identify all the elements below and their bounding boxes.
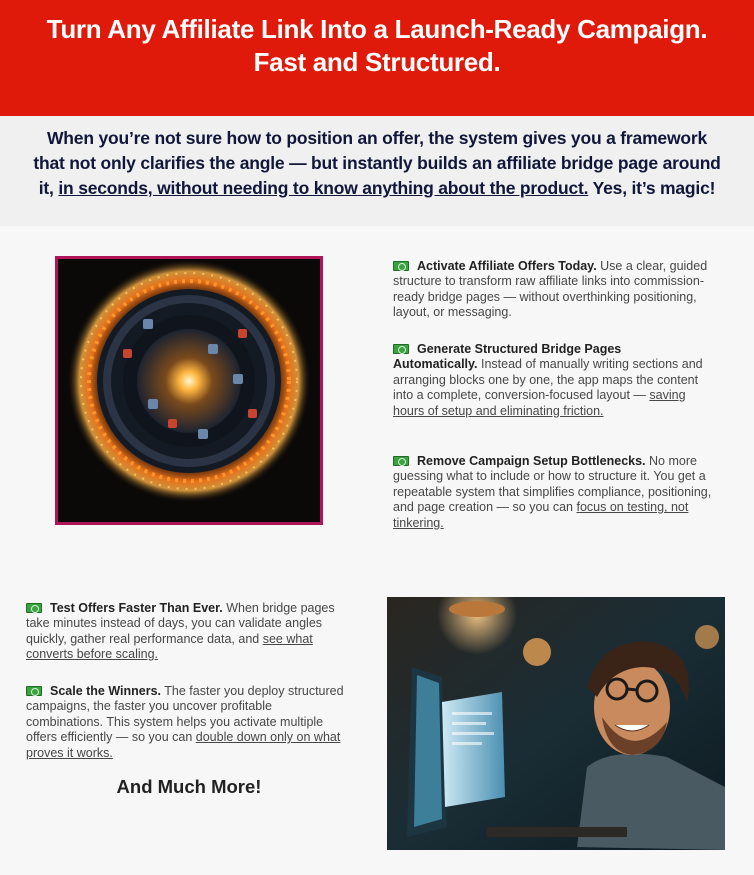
- hero-title: [0, 13, 754, 79]
- feature-activate-offers: [393, 259, 713, 321]
- feature-title: Remove Campaign Setup Bottlenecks.: [417, 454, 646, 468]
- intro-text-before: When you’re not sure how to position an offer, the system gives you a framework that not only clarifies the angle — but instantly builds an affiliate bridge page around it,: [33, 128, 721, 198]
- feature-title: Scale the Winners.: [50, 684, 162, 698]
- feature-scale-winners: [26, 684, 346, 761]
- feature-link[interactable]: focus on testing, not tinkering.: [393, 500, 689, 530]
- feature-link[interactable]: double down only on what proves it works.: [26, 730, 341, 760]
- feature-title: Generate Structured Bridge Pages Automatically.: [393, 342, 622, 372]
- feature-text: Use a clear, guided structure to transform raw affiliate links into commission-ready bridge pages — without overthinking positioning, layout, or messaging.: [393, 259, 708, 320]
- money-icon: [393, 261, 409, 271]
- cosmic-ring-image: [55, 256, 323, 525]
- hero-title-line2: Fast and Structured.: [253, 47, 501, 77]
- money-icon: [26, 686, 42, 696]
- feature-title: Test Offers Faster Than Ever.: [50, 601, 223, 615]
- intro-text-after: Yes, it’s magic!: [588, 178, 716, 198]
- man-at-computer-illustration: [387, 597, 725, 850]
- feature-link[interactable]: see what converts before scaling.: [26, 631, 313, 662]
- feature-text: Instead of manually writing sections and arranging blocks one by one, the app maps the content into a complete, conversion-focused layout —: [393, 357, 703, 403]
- intro-section: [0, 116, 754, 226]
- hero-title-line1: Turn Any Affiliate Link Into a Launch-Ready Campaign.: [46, 14, 708, 44]
- feature-test-offers: [26, 601, 348, 663]
- money-icon: [393, 344, 409, 354]
- man-at-computer-image: [387, 597, 725, 850]
- intro-link[interactable]: in seconds, without needing to know anything about the product.: [58, 178, 589, 198]
- and-much-more-heading: And Much More!: [116, 776, 262, 797]
- hero-banner: [0, 0, 754, 116]
- money-icon: [393, 456, 409, 466]
- feature-generate-pages: [393, 342, 703, 419]
- feature-title: Activate Affiliate Offers Today.: [417, 259, 597, 273]
- money-icon: [26, 603, 42, 613]
- feature-remove-bottlenecks: [393, 454, 715, 531]
- cosmic-ring-illustration: [58, 259, 320, 522]
- intro-text: [30, 126, 724, 201]
- feature-text: The faster you deploy structured campaigns, the faster you uncover profitable combinations. This system helps you activate multiple offers efficiently — so you can: [26, 684, 344, 745]
- feature-text: No more guessing what to include or how to structure it. You get a repeatable system that simplifies compliance, positioning, and page creation — so you can: [393, 454, 712, 515]
- feature-link[interactable]: saving hours of setup and eliminating friction.: [393, 388, 686, 418]
- feature-text: When bridge pages take minutes instead of days, you can validate angles quickly, gather real performance data, and: [26, 601, 335, 646]
